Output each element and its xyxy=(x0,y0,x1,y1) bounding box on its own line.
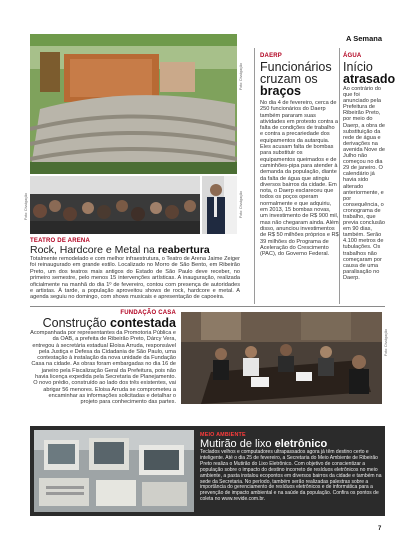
daerp-headline xyxy=(260,61,340,97)
meio-kicker: MEIO AMBIENTE xyxy=(200,432,246,438)
meeting-photo xyxy=(181,312,382,404)
fundacao-headline xyxy=(30,317,176,329)
agua-headline-bold: atrasado xyxy=(343,72,396,86)
photo-credit: Foto: Divulgação xyxy=(384,329,388,356)
arena-kicker: TEATRO DE ARENA xyxy=(30,238,90,244)
fundacao-kicker: FUNDAÇÃO CASA xyxy=(120,310,176,316)
fundacao-headline-regular: Construção xyxy=(42,316,110,330)
photo-credit: Foto: Divulgação xyxy=(239,63,243,90)
fundacao-headline-bold: contestada xyxy=(110,316,176,330)
arena-headline-bold: reabertura xyxy=(157,244,210,256)
agua-kicker: ÁGUA xyxy=(343,53,362,59)
photo-credit: Foto: Divulgação xyxy=(239,191,243,218)
meio-body: Teclados velhos e computadores ultrapassados agora já têm destino certo e inteligente. Até o dia 25 de fevereiro, a Secretaria do Meio Ambiente de Ribeirão Preto realiza o Mutirão do Lixo Eletrônico. Com objetivo de conscientizar a população sobre o impacto do destino incorreto de resíduos eletrônicos no meio ambiente, a pasta instalou ecopontos em diversos bairros da cidade e também na sede da Secretaria. No período, também serão realizadas palestras sobre a importância do gerenciamento de resíduos eletrônicos e de informática para a prevenção de impacto ambiental e na saúde da população. Confira os pontos de coleta no www.revide.com.br. xyxy=(200,449,382,503)
section-title: A Semana xyxy=(346,34,382,43)
speaker-photo xyxy=(202,176,237,234)
page-number: 7 xyxy=(378,526,382,532)
daerp-headline-regular: Funcionários cruzam os xyxy=(260,60,332,86)
photo-credit: Foto: Divulgação xyxy=(24,193,28,220)
electronics-photo xyxy=(34,430,194,512)
amphitheater-photo xyxy=(30,34,237,174)
daerp-kicker: DAERP xyxy=(260,53,283,59)
daerp-headline-bold: braços xyxy=(260,84,301,98)
crowd-photo xyxy=(30,176,200,234)
meio-headline-bold: eletrônico xyxy=(274,438,328,450)
daerp-body: No dia 4 de fevereiro, cerca de 250 funcionários do Daerp também pararam suas atividades em protesto contra a falta de condições de trabalho e contra a precariedade dos equipamentos da autarquia. Eles acusam falta de bombas para substituir os equipamentos queimados e de caminhões-pipa para atender à demanda da população, diante da falta de água que atingiu diversos bairros da cidade. Em nota, o Daerp esclareceu que todos os poços operam normalmente e que adquiriu, em 2013, 15 bombas novas, um investimento de R$ 900 mil, mas não chegaram ainda. Além disso, anunciou investimentos de R$ 50 milhões próprios e R$ 39 milhões do Programa de Aceleração do Crescimento (PAC), do Governo Federal. xyxy=(260,100,339,258)
agua-headline-regular: Início xyxy=(343,60,373,74)
agua-body: Ao contrário do que foi anunciado pela Prefeitura de Ribeirão Preto, por meio do Daerp, a obra de substituição da rede de água e derivações na avenida Nove de Julho não começou no dia 29 de janeiro. O calendário já havia sido alterado anteriormente, e por consequência, o cronograma de trabalho, que previa conclusão em 90 dias, também. Serão 4.100 metros de tubulações. Os trabalhos não começaram por causa de uma paralisação no Daerp. xyxy=(343,86,385,281)
arena-body: Totalmente remodelado e com melhor infraestrutura, o Teatro de Arena Jaime Zeiger foi reinaugurado em grande estilo. Localizado no Morro de São Bento, em Ribeirão Preto, um dos teatros mais antigos do Estado de São Paulo deve receber, no primeiro semestre, pelo menos 15 intervenções artísticas. A inauguração, realizada oficialmente na manhã do dia 1º de fevereiro, contou com presença de autoridades e artistas. À tarde, a população aproveitou shows de rock, hardcore e metal. A agenda seguiu no domingo, com shows musicais e apresentação de capoeira. xyxy=(30,256,240,301)
section-divider xyxy=(30,306,385,307)
column-divider xyxy=(339,48,340,304)
arena-headline-regular: Rock, Hardcore e Metal na xyxy=(30,244,158,256)
agua-headline xyxy=(343,60,396,86)
meio-headline-regular: Mutirão de lixo xyxy=(200,438,275,450)
fundacao-body: Acompanhada por representantes da Promotoria Pública e da OAB, a prefeita de Ribeirão Preto, Dárcy Vera, entregou à secretária estadual Eloisa Arruda, responsável pela Justiça e Defesa da Cidadania de São Paulo, uma contestação à instalação da nova unidade da Fundação Casa na cidade. As obras foram embargadas no dia 16 de janeiro pela Fiscalização Geral da Prefeitura, pois não havia licença expedida pela Secretaria de Planejamento. O novo prédio, construído ao lado dos três existentes, vai abrigar 56 menores. Eloisa Arruda se comprometeu a encaminhar as informações solicitadas e detalhar o projeto para conhecimento das partes. xyxy=(30,330,176,406)
arena-headline xyxy=(30,244,240,256)
column-divider xyxy=(254,48,255,304)
